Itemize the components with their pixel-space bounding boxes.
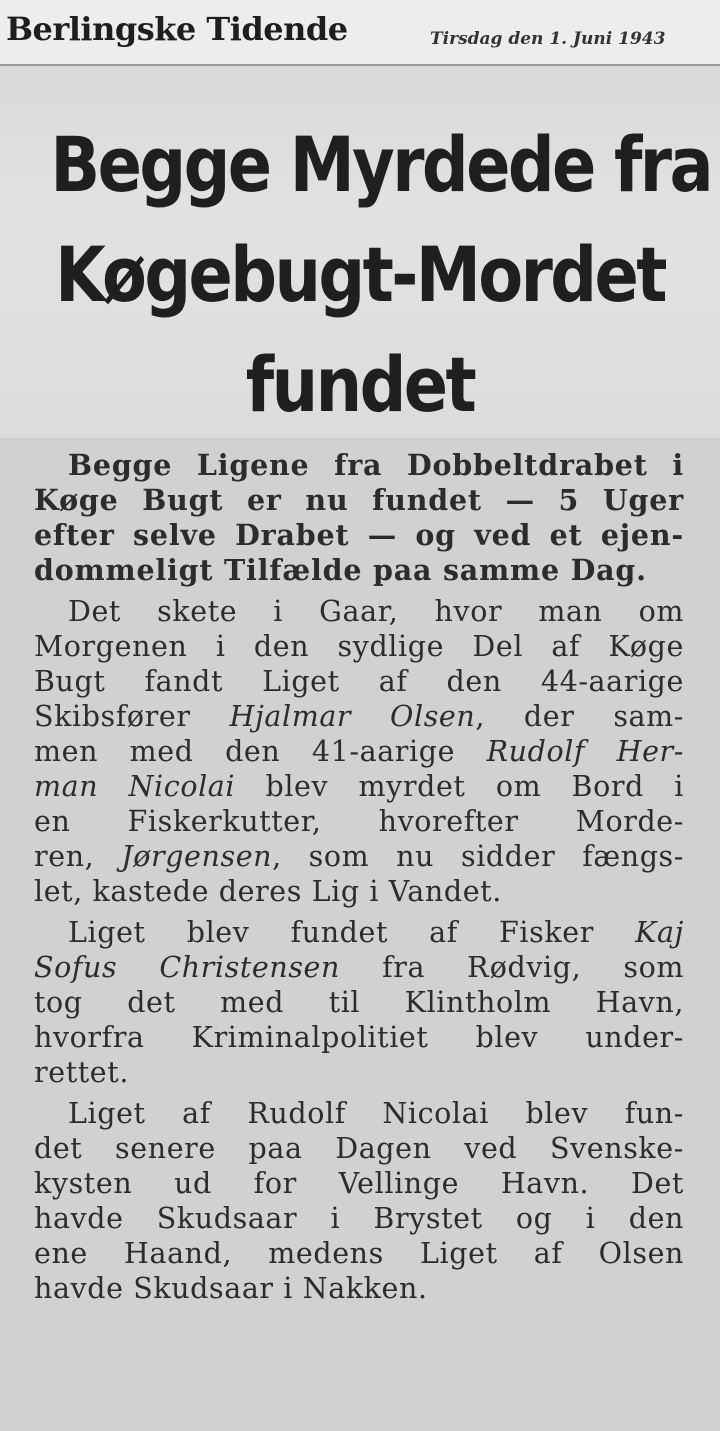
person-name: man Nicolai xyxy=(34,770,236,803)
text-line: efter selve Drabet — og ved et ejen- xyxy=(34,518,684,552)
text-fragment: , der sam- xyxy=(475,700,685,733)
text-fragment: fra Rødvig, som xyxy=(339,951,684,984)
person-name: Rudolf Her- xyxy=(486,735,685,768)
paragraph-1 xyxy=(34,594,684,909)
text-fragment: Skibsfører xyxy=(34,700,230,733)
text-line: Morgenen i den sydlige Del af Køge xyxy=(34,630,684,663)
article-text xyxy=(34,448,684,1306)
article-body xyxy=(0,440,720,1431)
text-line: Køge Bugt er nu fundet — 5 Uger xyxy=(34,483,684,517)
text-line xyxy=(34,915,684,950)
headline xyxy=(50,110,711,440)
lead-paragraph xyxy=(34,448,684,588)
text-line xyxy=(34,839,684,874)
headline-line: Køgebugt-Mordet xyxy=(55,230,665,319)
text-fragment: blev myrdet om Bord i xyxy=(235,770,684,803)
newspaper-name: Berlingske Tidende xyxy=(6,10,348,48)
text-line: dommeligt Tilfælde paa samme Dag. xyxy=(34,553,647,587)
text-line: det senere paa Dagen ved Svenske- xyxy=(34,1132,684,1165)
text-line: Bugt fandt Liget af den 44-aarige xyxy=(34,665,684,698)
text-line: kysten ud for Vellinge Havn. Det xyxy=(34,1167,684,1200)
paragraph-2 xyxy=(34,915,684,1090)
text-line xyxy=(34,950,684,985)
person-name: Kaj xyxy=(635,916,684,949)
text-line: havde Skudsaar i Nakken. xyxy=(34,1272,428,1305)
text-line xyxy=(34,769,684,804)
person-name: Hjalmar Olsen xyxy=(229,700,476,733)
person-name: Jørgensen xyxy=(121,840,273,873)
text-fragment: , som nu sidder fængs- xyxy=(272,840,684,873)
text-line xyxy=(34,699,684,734)
text-line: havde Skudsaar i Brystet og i den xyxy=(34,1202,684,1235)
text-line: hvorfra Kriminalpolitiet blev under- xyxy=(34,1021,684,1054)
text-fragment: men med den 41-aarige xyxy=(34,735,487,768)
text-line: en Fiskerkutter, hvorefter Morde- xyxy=(34,805,684,838)
text-line: tog det med til Klintholm Havn, xyxy=(34,986,684,1019)
text-line: Liget af Rudolf Nicolai blev fun- xyxy=(68,1097,684,1130)
text-fragment: ren, xyxy=(34,840,122,873)
person-name: Sofus Christensen xyxy=(34,951,340,984)
text-line: Begge Ligene fra Dobbeltdrabet i xyxy=(68,448,684,482)
text-line xyxy=(34,734,684,769)
headline-line: Begge Myrdede fra xyxy=(50,120,711,209)
text-fragment: Liget blev fundet af Fisker xyxy=(68,916,636,949)
text-line: ene Haand, medens Liget af Olsen xyxy=(34,1237,684,1270)
paragraph-3 xyxy=(34,1096,684,1306)
text-line: rettet. xyxy=(34,1056,129,1089)
masthead xyxy=(0,0,720,66)
text-line: Det skete i Gaar, hvor man om xyxy=(68,595,684,628)
headline-box xyxy=(0,66,720,438)
text-line: let, kastede deres Lig i Vandet. xyxy=(34,875,502,908)
issue-date: Tirsdag den 1. Juni 1943 xyxy=(430,29,666,49)
headline-line: fundet xyxy=(245,340,475,429)
